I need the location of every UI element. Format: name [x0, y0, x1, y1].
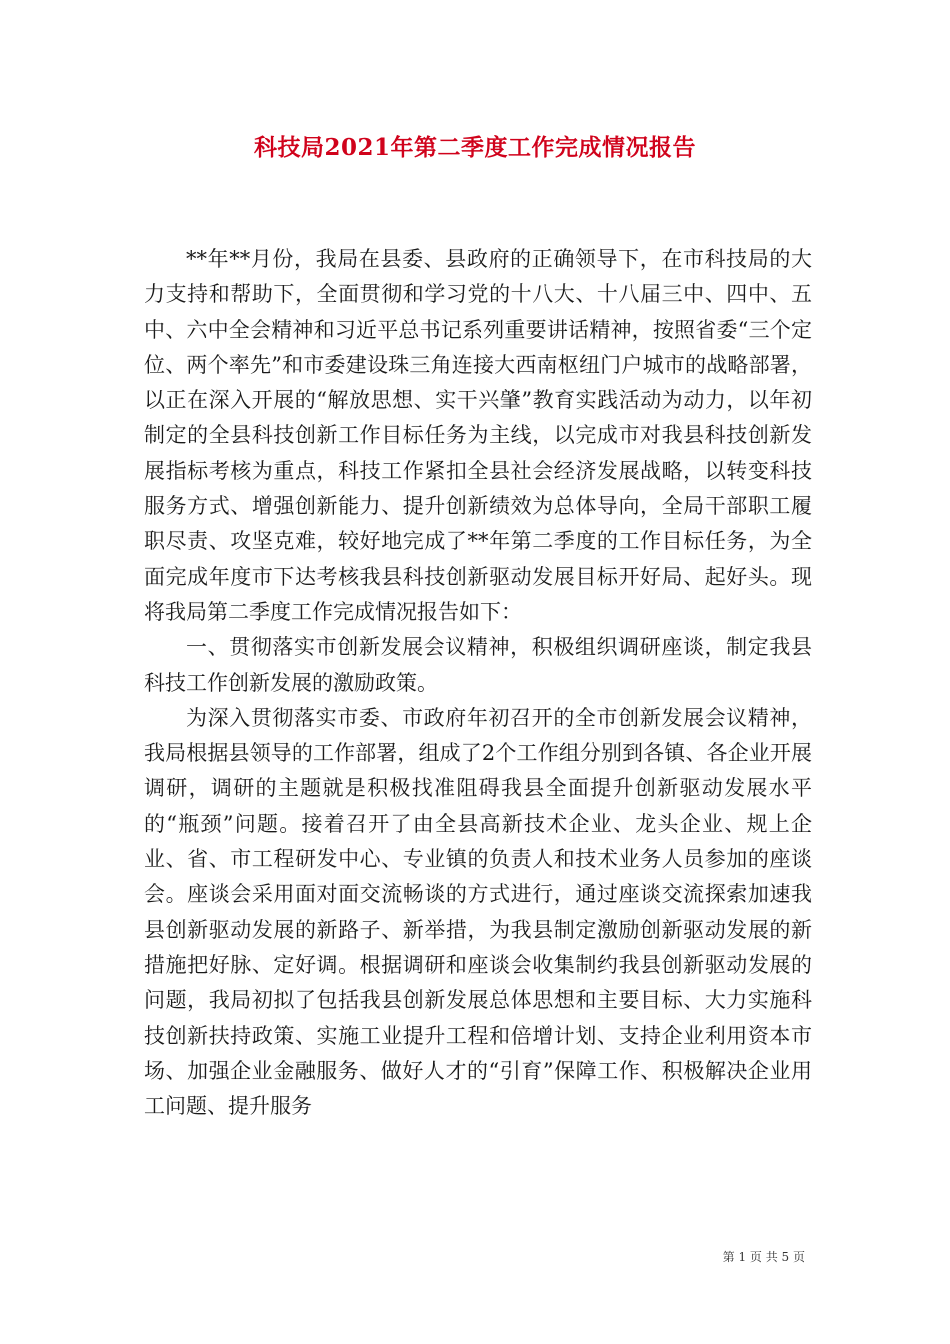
paragraph-section-body: 为深入贯彻落实市委、市政府年初召开的全市创新发展会议精神，我局根据县领导的工作部署，组成了2个工作组分别到各镇、各企业开展调研，调研的主题就是积极找准阻碍我县全面提升创新驱动发展水平的“瓶颈”问题。接着召开了由全县高新技术企业、龙头企业、规上企业、省、市工程研发中心、专业镇的负责人和技术业务人员参加的座谈会。座谈会采用面对面交流畅谈的方式进行，通过座谈交流探索加速我县创新驱动发展的新路子、新举措，为我县制定激励创新驱动发展的新措施把好脉、定好调。根据调研和座谈会收集制约我县创新驱动发展的问题，我局初拟了包括我县创新发展总体思想和主要目标、大力实施科技创新扶持政策、实施工业提升工程和倍增计划、支持企业利用资本市场、加强企业金融服务、做好人才的“引育”保障工作、积极解决企业用工问题、提升服务	[144, 705, 812, 1119]
document-body	[144, 242, 812, 1124]
paragraph-intro: **年**月份，我局在县委、县政府的正确领导下，在市科技局的大力支持和帮助下，全面贯彻和学习党的十八大、十八届三中、四中、五中、六中全会精神和习近平总书记系列重要讲话精神，按照省委“三个定位、两个率先”和市委建设珠三角连接大西南枢纽门户城市的战略部署，以正在深入开展的“解放思想、实干兴肇”教育实践活动为动力，以年初制定的全县科技创新工作目标任务为主线，以完成市对我县科技创新发展指标考核为重点，科技工作紧扣全县社会经济发展战略，以转变科技服务方式、增强创新能力、提升创新绩效为总体导向，全局干部职工履职尽责、攻坚克难，较好地完成了**年第二季度的工作目标任务，为全面完成年度市下达考核我县科技创新驱动发展目标开好局、起好头。现将我局第二季度工作完成情况报告如下：	[144, 247, 812, 624]
paragraph-section-heading: 一、贯彻落实市创新发展会议精神，积极组织调研座谈，制定我县科技工作创新发展的激励政策。	[144, 635, 812, 695]
page-number-footer: 第 1 页 共 5 页	[722, 1250, 805, 1264]
document-title: 科技局2021年第二季度工作完成情况报告	[253, 134, 696, 161]
